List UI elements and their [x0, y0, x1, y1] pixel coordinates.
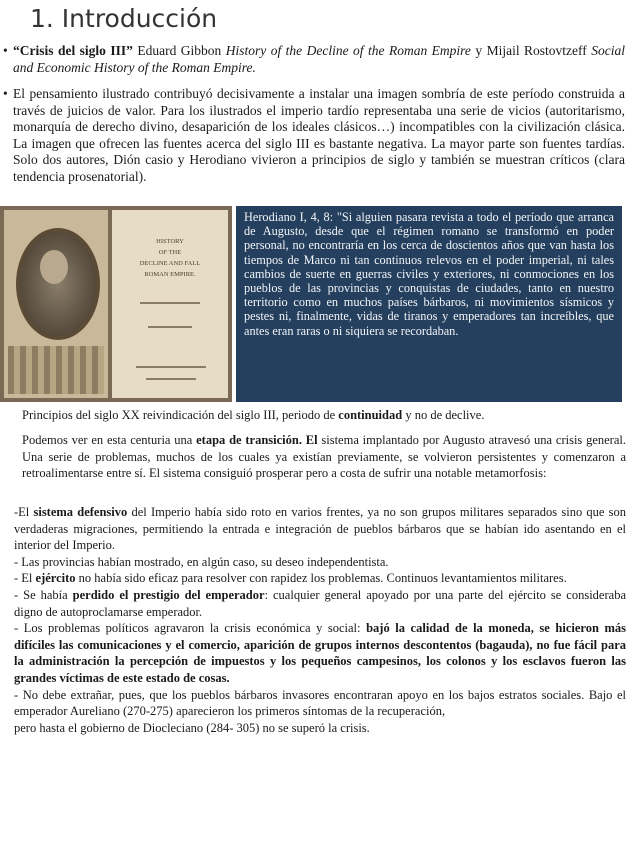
bullet-crisis-text [13, 43, 625, 76]
list-item [14, 504, 626, 554]
image-row [0, 206, 622, 402]
gibbon-label: Eduard Gibbon [132, 43, 226, 58]
item-prefix: - El [14, 571, 36, 586]
title-page-line: ROMAN EMPIRE. [144, 271, 196, 278]
list-item [14, 570, 626, 587]
transition-paragraph [22, 432, 626, 482]
item-prefix: - Se había [14, 587, 73, 602]
item-text: no había sido eficaz para resolver con rapidez los problemas. Continuos levantamientos militares. [75, 571, 567, 586]
p2-text: Podemos ver en esta centuria una [22, 433, 197, 447]
p1-text-end: y no de declive. [402, 408, 485, 422]
p2-bold-word: El [305, 433, 318, 447]
bullet-ilustrados [3, 86, 625, 185]
bullet-dot: • [3, 86, 8, 101]
page-rule [140, 302, 200, 304]
page-rule [146, 378, 196, 380]
continuity-term: continuidad [338, 408, 403, 422]
page-rule [136, 366, 206, 368]
transition-term: etapa de transición. [196, 433, 302, 447]
herodiano-quote: Herodiano I, 4, 8: "Si alguien pasara revista a todo el período que arranca de Augusto, desde que el régimen romano se transformó en poder personal, no encontraría en los cerca de doscientos años que van hasta los tiempos de Marco ni tan continuos relevos en el poder imperial, ni tales cambios de suerte en guerras civiles y exteriores, ni conmociones en los pueblos de las provincias y conquistas de ciudades, tanto en nuestro territorio como en muchos países bárbaros, ni movimientos sísmicos y pestes ni, finalmente, vidas de tiranos y emperadores tan increíbles, que antes eran raras o ni siquiera se recordaban. [236, 206, 622, 402]
rostovtzeff-label: y Mijail Rostovtzeff [470, 43, 592, 58]
item-bold: perdido el prestigio del emperador [72, 587, 265, 602]
item-bold: ejército [35, 571, 76, 586]
portrait-frame [16, 228, 100, 340]
gibbon-book: History of the Decline of the Roman Empire [225, 43, 471, 58]
bullet-dot: • [3, 43, 8, 58]
item-bold: bajó la calidad de la moneda, se hicieron más difíciles las comunicaciones y el comercio, aparición de grupos internos descontentos (bagauda), no fue fácil para la administración la percepción de impuestos y los pequeños campesinos, los colonos y los esclavos fueron las grandes víctimas de este estado de cosas. [14, 621, 626, 685]
slide-title: 1. Introducción [30, 4, 218, 33]
title-page-line: OF THE [158, 249, 182, 256]
list-item: - Las provincias habían mostrado, en algún caso, su deseo independentista. [14, 554, 389, 569]
gibbon-book-photo [0, 206, 232, 402]
item-bold: sistema defensivo [33, 505, 128, 519]
p1-text: Principios del siglo XX reivindicación del siglo III, periodo de [22, 408, 339, 422]
item-text: : cualquier general apoyado por una parte del ejército se consideraba digno de autoproclamarse emperador. [14, 587, 626, 619]
bullet-ilustrados-text: El pensamiento ilustrado contribuyó decisivamente a instalar una imagen sombría de este período construida a través de juicios de valor. Para los ilustrados el imperio tardío representaba una serie de vicios (autoritarismo, monarquía de derecho divino, desaparición de los ideales clásicos…) incompatibles con la civilización clásica. La imagen que ofrecen las fuentes acerca del siglo III es bastante negativa. La mayor parte son fuentes tardías. Solo dos autores, Dión casio y Herodiano vivieron a principios de siglo y también se muestran críticos (clara tendencia prosenatorial). [13, 86, 625, 184]
crisis-term: “Crisis del siglo III” [13, 43, 133, 58]
title-page-line: DECLINE AND FALL [139, 260, 201, 267]
bullet-crisis [3, 43, 625, 76]
crisis-list [14, 504, 626, 736]
portrait-decoration [8, 346, 104, 394]
portrait-face [40, 250, 68, 284]
p2-text-end: sistema implantado por Augusto atravesó una crisis general. Una serie de problemas, muchos de los cuales ya existían previamente, se volvieron persistentes y comenzaron a retroalimentarse entre sí. El sistema consiguió prosperar pero a costa de sufrir una notable metamorfosis: [22, 433, 626, 481]
item-prefix: - Los problemas políticos agravaron la crisis económica y social: [14, 621, 367, 636]
title-page-text [114, 236, 226, 280]
list-item [14, 587, 626, 620]
title-page-line: HISTORY [156, 238, 184, 245]
item-prefix: -El [14, 505, 34, 519]
list-item [14, 620, 626, 686]
list-item: - No debe extrañar, pues, que los pueblos bárbaros invasores encontraran apoyo en los bajos estratos sociales. Bajo el emperador Aureliano (270-275) aparecieron los primeros síntomas de la recuperación, [14, 687, 626, 719]
item-text: del Imperio había sido roto en varios frentes, ya no son grupos militares separados sino que son verdaderas migraciones, permitiendo la entrada e integración de pueblos bárbaros que se habían ido asentando en el interior del Imperio. [14, 505, 627, 553]
rostovtzeff-book: Social and Economic History of the Roman Empire. [13, 43, 625, 75]
page-rule [148, 326, 192, 328]
list-item: pero hasta el gobierno de Diocleciano (284- 305) no se superó la crisis. [14, 720, 370, 735]
continuity-paragraph [22, 407, 622, 424]
